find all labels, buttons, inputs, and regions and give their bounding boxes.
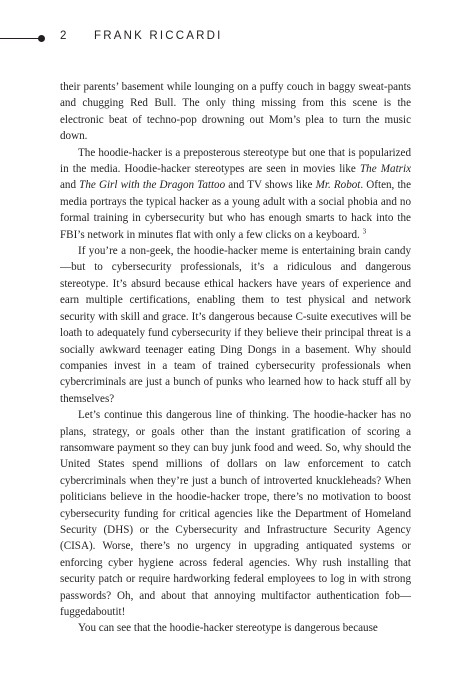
text-run: You can see that the hoodie-hacker stereotype is dangerous because <box>78 622 378 635</box>
footnote-marker: 3 <box>362 226 367 235</box>
text-run: If you’re a non-geek, the hoodie-hacker meme is entertaining brain candy—but to cybersecurity professionals, it’s a ridiculous and dangerous stereotype. It’s absurd because ethical hackers have years of experience and earn multiple certifications, enabling them to test physical and network security with skill and grace. It’s dangerous because C-suite executives will be loath to adequately fund cybersecurity if they believe their principal threat is a socially awkward teenager eating Ding Dongs in a basement. Why should companies invest in a team of trained cybersecurity professionals when cybercriminals are just a bunch of punks who learned how to hack stuff all by themselves? <box>60 245 411 405</box>
body-text <box>60 79 411 637</box>
paragraph <box>60 407 411 620</box>
text-run: . Often, the media portrays the typical hacker as a young adult with a social phobia and no formal training in cybersecurity but who has enough smarts to hack into the FBI’s network in minutes flat with only a few clicks on a keyboard. <box>60 179 412 241</box>
paragraph <box>60 79 411 145</box>
header-dot <box>38 35 45 42</box>
author-name: FRANK RICCARDI <box>94 30 223 42</box>
paragraph <box>60 243 411 407</box>
header-rule <box>0 38 40 39</box>
running-header <box>0 0 469 80</box>
paragraph <box>60 620 411 636</box>
text-run: The hoodie-hacker is a preposterous stereotype but one that is popularized in the media. Hoodie-hacker stereotypes are seen in movies like <box>60 146 411 176</box>
text-run: their parents’ basement while lounging on a puffy couch in baggy sweat-pants and chugging Red Bull. The only thing missing from this scene is the electronic beat of techno-pop drowning out Mom’s plea to turn the music down. <box>60 81 411 143</box>
paragraph <box>60 145 411 243</box>
italic-title: The Matrix <box>360 163 411 176</box>
italic-title: Mr. Robot <box>315 179 361 192</box>
text-run: Let’s continue this dangerous line of thinking. The hoodie-hacker has no plans, strategy, or goals other than the instant gratification of scoring a ransomware payment so they can buy junk food and weed. So, why should the United States spend millions of dollars on law enforcement to catch cybercriminals when they’re just a bunch of introverted knuckleheads? When politicians believe in the hoodie-hacker trope, there’s no motivation to boost cybersecurity funding for critical agencies like the Department of Homeland Security (DHS) or the Cybersecurity and Infrastructure Security Agency (CISA). Worse, there’s no urgency in upgrading antiquated systems or enforcing cyber hygiene across federal agencies. Why rush installing that security patch or require hardworking federal employees to log in with strong passwords? Oh, and about that annoying multifactor authentication fob—fuggedaboutit! <box>60 409 411 618</box>
text-run: and TV shows like <box>225 179 316 192</box>
page-number: 2 <box>60 30 68 42</box>
italic-title: The Girl with the Dragon Tattoo <box>79 179 226 192</box>
text-run: and <box>60 179 80 192</box>
